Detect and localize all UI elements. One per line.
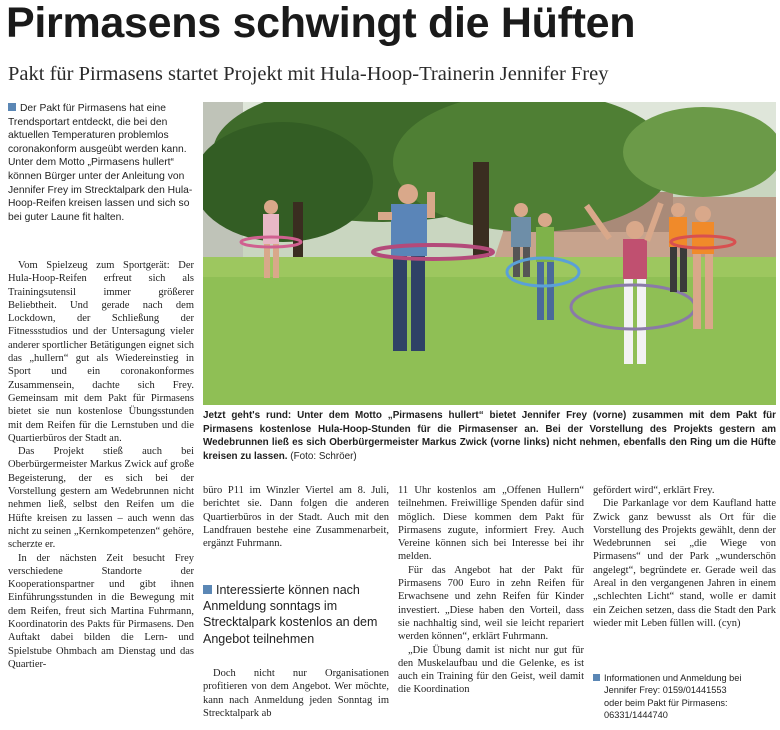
body-column-1 — [8, 259, 194, 671]
paragraph: Für das Angebot hat der Pakt für Pirmasens 700 Euro in zehn Reifen für Erwachsene und zehn Reifen für Kinder investiert. „Diese haben den Vorteil, dass sie nachhaltig sind, weil sie leicht repariert werden können“, erklärt Fuhrmann. — [398, 564, 584, 643]
photo-caption — [203, 409, 776, 463]
body-column-2 — [203, 484, 389, 550]
blue-square-marker-icon — [593, 674, 600, 681]
paragraph: „Die Übung damit ist nicht nur gut für den Muskelaufbau und die Gelenke, es ist auch ein Training für den Geist, weil damit die Koordination — [398, 644, 584, 696]
park-hula-hoop-illustration — [203, 102, 776, 405]
body-column-2-bottom — [203, 667, 389, 720]
paragraph: Die Parkanlage vor dem Kaufland hatte Zwick ganz bewusst als Ort für die Vorstellung des Projekts gewählt, denn der Wedebrunnen sei „die Wiege von Pirmasens“ und der Park „wunderschön angelegt“, begründete er. Gerade weil das Areal in den vergangenen Jahren in einem „schlechten Licht“ stand, wolle er damit ein Zeichen setzen, dass die Stadt den Park wieder mit Leben füllen will. (cyn) — [593, 498, 776, 629]
paragraph: Vom Spielzeug zum Sportgerät: Der Hula-Hoop-Reifen erfreut sich als Trainingsutensil immer größerer Beliebtheit. Und gerade nach dem Lockdown, der Schließung der Fitnessstudios und der Untersagung vieler anderer sportlicher Betätigungen eignet sich das „hullern“ gut als Wiedereinstieg in Sport und ein coronakonformes Zusammensein, dachte sich Frey. Gemeinsam mit dem Pakt für Pirmasens bietet sie nun kostenlose Übungsstunden mit dem Reifen für die Lernstuben und die Quartierbüros der Stadt an. — [8, 260, 194, 444]
headline: Pirmasens schwingt die Hüften — [6, 0, 636, 47]
paragraph: In der nächsten Zeit besucht Frey verschiedene Standorte der Kooperationspartner und gibt ihnen Einführungsstunden in die Bewegung mit dem Reifen, freut sich Martina Fuhrmann, Koordinatorin des Pakts für Pirmasens. Den Auftakt dabei bilden die Lern- und Spielstube Ohmbach am Dienstag und das Quartier- — [8, 552, 194, 670]
info-line — [593, 672, 776, 684]
body-column-3 — [398, 484, 584, 697]
info-line: Jennifer Frey: 0159/01441553 — [604, 685, 727, 696]
lead-text: Der Pakt für Pirmasens hat eine Trendsportart entdeckt, die bei den aktuellen Temperaturen problemlos coronakonform ausgeübt werden kann. Unter dem Motto „Pirmasens hullert“ können Bürger unter der Anleitung von Jennifer Frey im Strecktalpark den Hula-Hoop-Reifen kreisen lassen und sich so bei guter Laune fit halten. — [8, 103, 193, 223]
blue-square-marker-icon — [203, 585, 212, 594]
info-line: oder beim Pakt für Pirmasens: — [604, 697, 728, 708]
info-box — [593, 672, 776, 722]
paragraph: 11 Uhr kostenlos am „Offenen Hullern“ teilnehmen. Freiwillige Spenden dafür sind möglich. Diese kommen dem Pakt für Pirmasens zugute, informiert Frey. Auch Vereine können sich bei Interesse bei ihr melden. — [398, 485, 584, 563]
info-line: 06331/1444740 — [604, 710, 668, 721]
body-column-4 — [593, 484, 776, 630]
intermediate-heading-text: Interessierte können nach Anmeldung sonntags im Strecktalpark kostenlos an dem Angebot teilnehmen — [203, 583, 378, 646]
paragraph: Das Projekt stieß auch bei Oberbürgermeister Markus Zwick auf große Begeisterung, der es sich bei der Vorstellung gestern am Wedebrunnen nicht nehmen ließ, selbst den Reifen um die Hüfte kreisen zu lassen – auch wenn das nicht zu seinen „Kernkompetenzen“ gehöre, scherzte er. — [8, 446, 194, 551]
caption-text: Jetzt geht's rund: Unter dem Motto „Pirmasens hullert“ bietet Jennifer Frey (vorne) zusammen mit dem Pakt für Pirmasens kostenlose Hula-Hoop-Stunden für die Pirmasenser an. Bei der Vorstellung des Projekts gestern am Wedebrunnen ließ es sich Oberbürgermeister Markus Zwick (vorne links) nicht nehmen, ebenfalls den Ring um die Hüfte kreisen zu lassen. — [203, 410, 776, 462]
info-text: Informationen und Anmeldung bei — [604, 673, 742, 683]
blue-square-marker-icon — [8, 103, 16, 111]
photo-credit: (Foto: Schröer) — [290, 450, 357, 462]
paragraph: büro P11 im Winzler Viertel am 8. Juli, berichtet sie. Dann folgen die anderen Quartierbüros in der Stadt. Auch mit den Landfrauen bestehe eine Zusammenarbeit, ergänzt Fuhrmann. — [203, 485, 389, 550]
intermediate-heading — [203, 582, 389, 647]
paragraph: Doch nicht nur Organisationen profitieren von dem Angebot. Wer möchte, kann nach Anmeldung jeden Sonntag im Strecktalpark ab — [203, 668, 389, 719]
lead-paragraph — [8, 102, 194, 224]
article-photo — [203, 102, 776, 405]
subheadline: Pakt für Pirmasens startet Projekt mit Hula-Hoop-Trainerin Jennifer Frey — [8, 63, 609, 85]
paragraph: gefördert wird“, erklärt Frey. — [593, 485, 715, 496]
